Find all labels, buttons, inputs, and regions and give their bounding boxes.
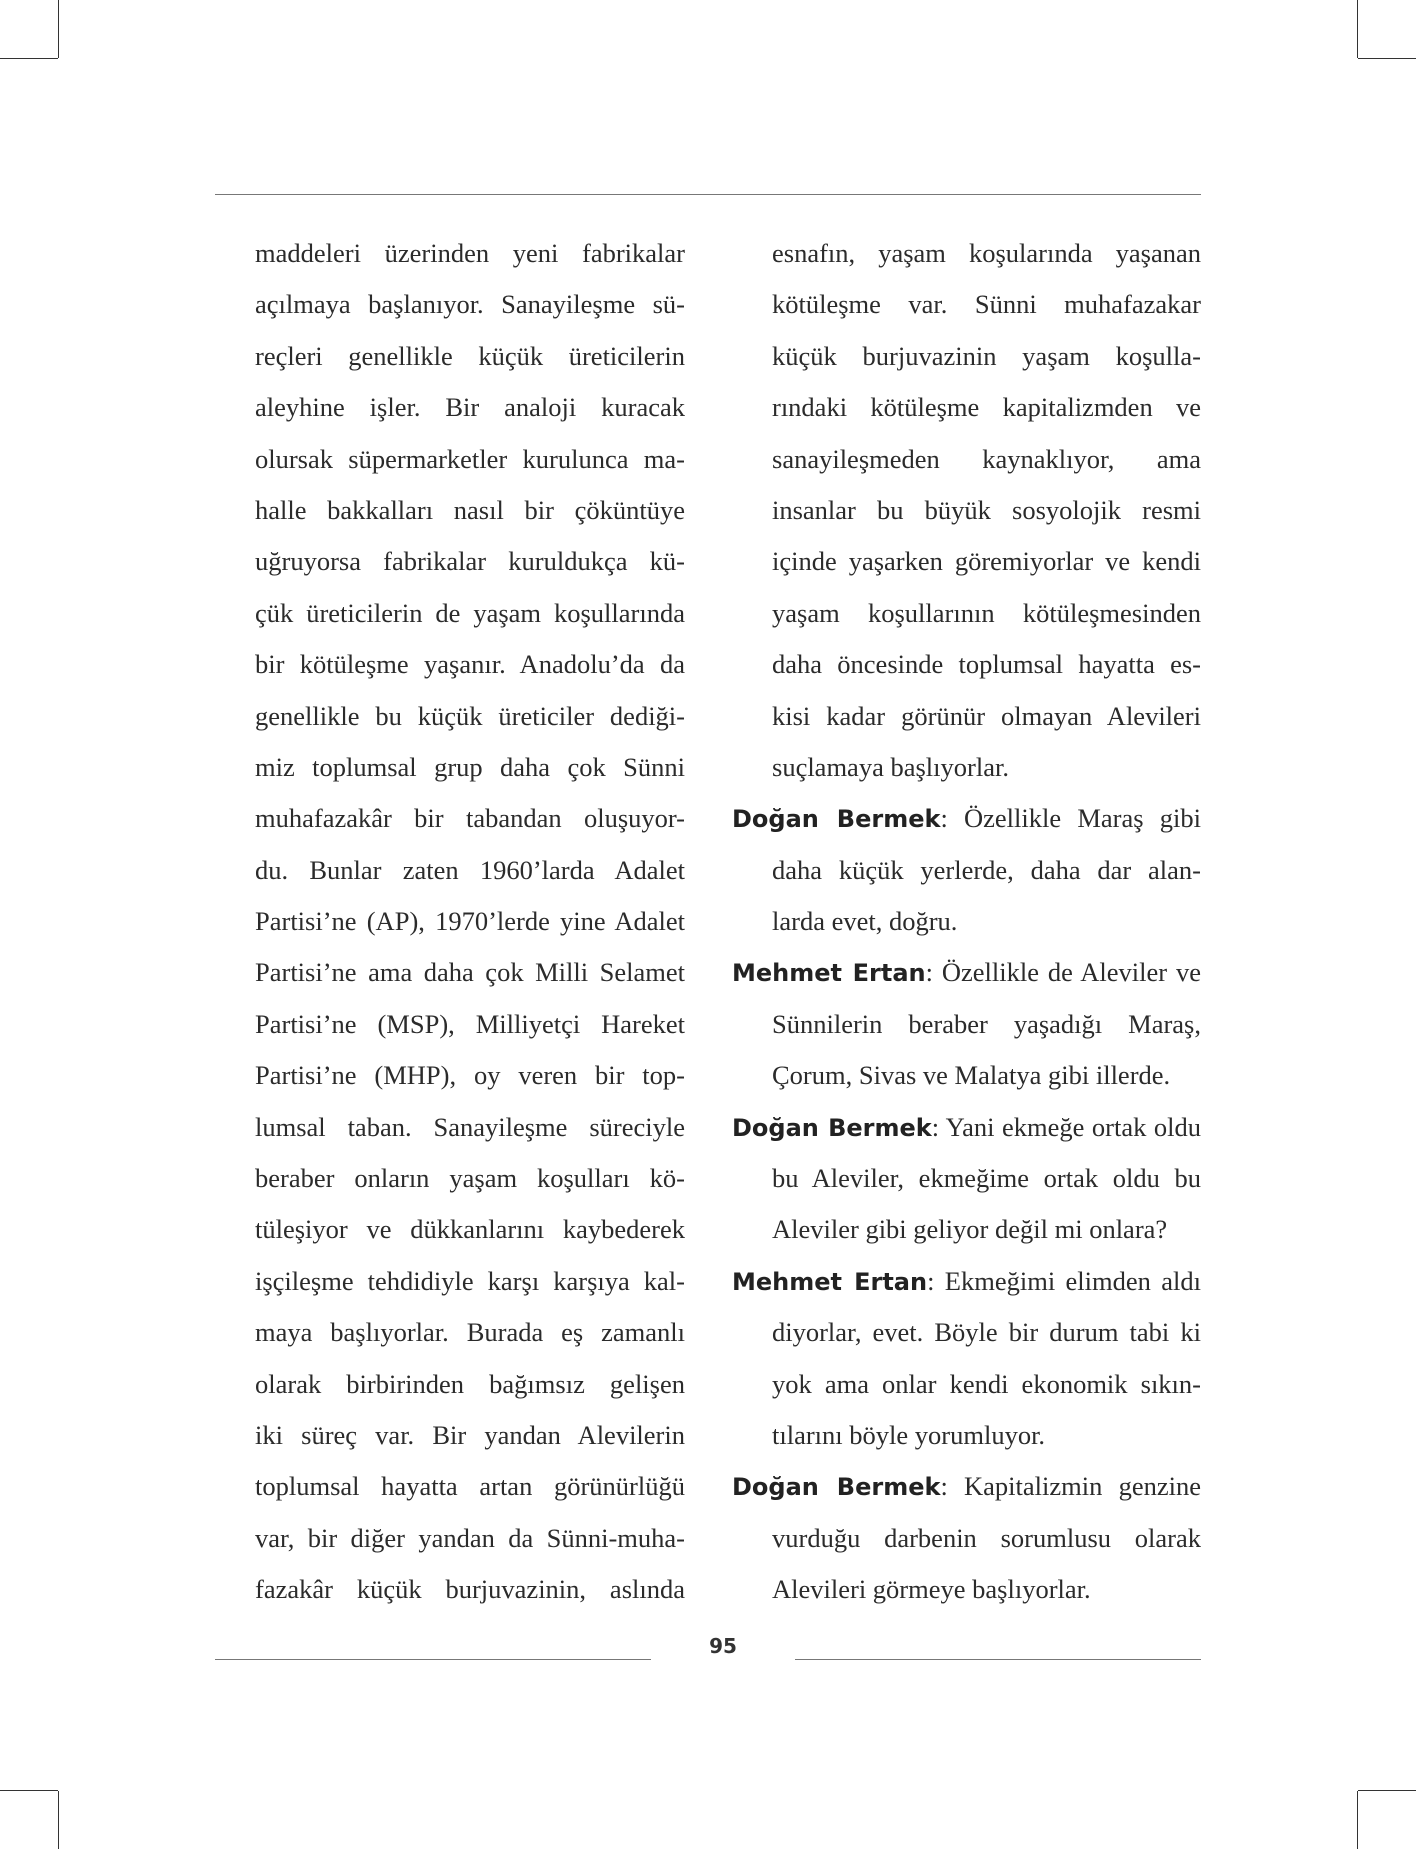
text-line: Sünnilerin beraber yaşadığı Maraş, — [772, 1008, 1201, 1039]
dialogue-text: : Yani ekmeğe ortak oldu — [931, 1111, 1201, 1142]
text-line: rındaki kötüleşme kapitalizmden ve — [772, 392, 1201, 423]
text-line: yok ama onlar kendi ekonomik sıkın- — [772, 1368, 1201, 1399]
text-line: Çorum, Sivas ve Malatya gibi illerde. — [772, 1060, 1171, 1091]
text-line: küçük burjuvazinin yaşam koşulla- — [772, 340, 1201, 371]
speaker-name: Mehmet Ertan — [732, 959, 926, 988]
text-line: miz toplumsal grup daha çok Sünni — [255, 751, 685, 782]
text-line: tüleşiyor ve dükkanlarını kaybederek — [255, 1214, 685, 1245]
speaker-name: Doğan Bermek — [732, 1473, 941, 1502]
text-line: muhafazakâr bir tabandan oluşuyor- — [255, 803, 685, 834]
text-line: sanayileşmeden kaynaklıyor, ama — [772, 443, 1201, 474]
text-line: tılarını böyle yorumluyor. — [772, 1419, 1046, 1450]
crop-mark — [0, 58, 58, 59]
dialogue-text: : Ekmeğimi elimden aldı — [927, 1265, 1201, 1296]
right-column — [732, 228, 1201, 1616]
page-number: 95 — [709, 1634, 737, 1658]
header-rule — [215, 194, 1201, 195]
text-line: fazakâr küçük burjuvazinin, aslında — [255, 1574, 685, 1605]
text-line: lumsal taban. Sanayileşme süreciyle — [255, 1111, 685, 1142]
text-line: maya başlıyorlar. Burada eş zamanlı — [255, 1317, 685, 1348]
crop-mark — [0, 1790, 58, 1791]
text-line: genellikle bu küçük üreticiler dediği- — [255, 700, 685, 731]
crop-mark — [58, 1791, 59, 1849]
dialogue-line — [732, 1461, 1201, 1512]
text-line: vurduğu darbenin sorumlusu olarak — [772, 1522, 1201, 1553]
crop-mark — [1358, 1790, 1416, 1791]
text-line: suçlamaya başlıyorlar. — [772, 751, 1009, 782]
left-column — [255, 228, 685, 1616]
text-line: Aleviler gibi geliyor değil mi onlara? — [772, 1214, 1168, 1245]
dialogue-line — [732, 1256, 1201, 1307]
text-line: Partisi’ne (AP), 1970’lerde yine Adalet — [255, 906, 685, 937]
speaker-name: Doğan Bermek — [732, 1113, 932, 1142]
footer-rule-left — [215, 1659, 651, 1660]
crop-mark — [1358, 58, 1416, 59]
text-line: Partisi’ne ama daha çok Milli Selamet — [255, 957, 685, 988]
dialogue-text: : Özellikle Maraş gibi — [940, 803, 1201, 834]
text-line: maddeleri üzerinden yeni fabrikalar — [255, 238, 685, 268]
text-line: toplumsal hayatta artan görünürlüğü — [255, 1471, 685, 1502]
dialogue-line — [732, 1102, 1201, 1153]
crop-mark — [1357, 1791, 1358, 1849]
text-line: aleyhine işler. Bir analoji kuracak — [255, 392, 685, 423]
text-line: bu Aleviler, ekmeğime ortak oldu bu — [772, 1163, 1201, 1194]
text-line: Partisi’ne (MSP), Milliyetçi Hareket — [255, 1008, 685, 1039]
text-line: daha küçük yerlerde, daha dar alan- — [772, 854, 1201, 885]
text-line: yaşam koşullarının kötüleşmesinden — [772, 597, 1201, 628]
text-line: larda evet, doğru. — [772, 906, 958, 937]
text-line: diyorlar, evet. Böyle bir durum tabi ki — [772, 1317, 1201, 1348]
text-line: uğruyorsa fabrikalar kuruldukça kü- — [255, 546, 685, 577]
text-line: iki süreç var. Bir yandan Alevilerin — [255, 1419, 685, 1450]
dialogue-text: : Özellikle de Aleviler ve — [925, 957, 1202, 988]
text-line: içinde yaşarken göremiyorlar ve kendi — [772, 546, 1201, 577]
text-line: olarak birbirinden bağımsız gelişen — [255, 1368, 685, 1399]
text-line: daha öncesinde toplumsal hayatta es- — [772, 649, 1201, 680]
speaker-name: Doğan Bermek — [732, 805, 941, 834]
text-line: beraber onların yaşam koşulları kö- — [255, 1163, 685, 1194]
crop-mark — [1357, 0, 1358, 58]
crop-mark — [58, 0, 59, 58]
text-line: bir kötüleşme yaşanır. Anadolu’da da — [255, 649, 685, 680]
footer-rule-right — [795, 1659, 1201, 1660]
text-line: halle bakkalları nasıl bir çöküntüye — [255, 494, 685, 525]
text-line: du. Bunlar zaten 1960’larda Adalet — [255, 854, 685, 885]
dialogue-line — [732, 947, 1201, 998]
text-line: kötüleşme var. Sünni muhafazakar — [772, 289, 1201, 320]
text-line: insanlar bu büyük sosyolojik resmi — [772, 494, 1201, 525]
text-line: olursak süpermarketler kurulunca ma- — [255, 443, 685, 474]
text-line: açılmaya başlanıyor. Sanayileşme sü- — [255, 289, 685, 320]
dialogue-text: : Kapitalizmin genzine — [940, 1471, 1201, 1502]
dialogue-line — [732, 793, 1201, 844]
text-line: esnafın, yaşam koşularında yaşanan — [772, 238, 1201, 268]
speaker-name: Mehmet Ertan — [732, 1267, 928, 1296]
text-line: Alevileri görmeye başlıyorlar. — [772, 1574, 1091, 1605]
text-line: reçleri genellikle küçük üreticilerin — [255, 340, 685, 371]
text-line: kisi kadar görünür olmayan Alevileri — [772, 700, 1201, 731]
text-line: işçileşme tehdidiyle karşı karşıya kal- — [255, 1265, 685, 1296]
text-line: var, bir diğer yandan da Sünni-muha- — [255, 1522, 685, 1553]
text-line: çük üreticilerin de yaşam koşullarında — [255, 597, 685, 628]
text-line: Partisi’ne (MHP), oy veren bir top- — [255, 1060, 685, 1091]
